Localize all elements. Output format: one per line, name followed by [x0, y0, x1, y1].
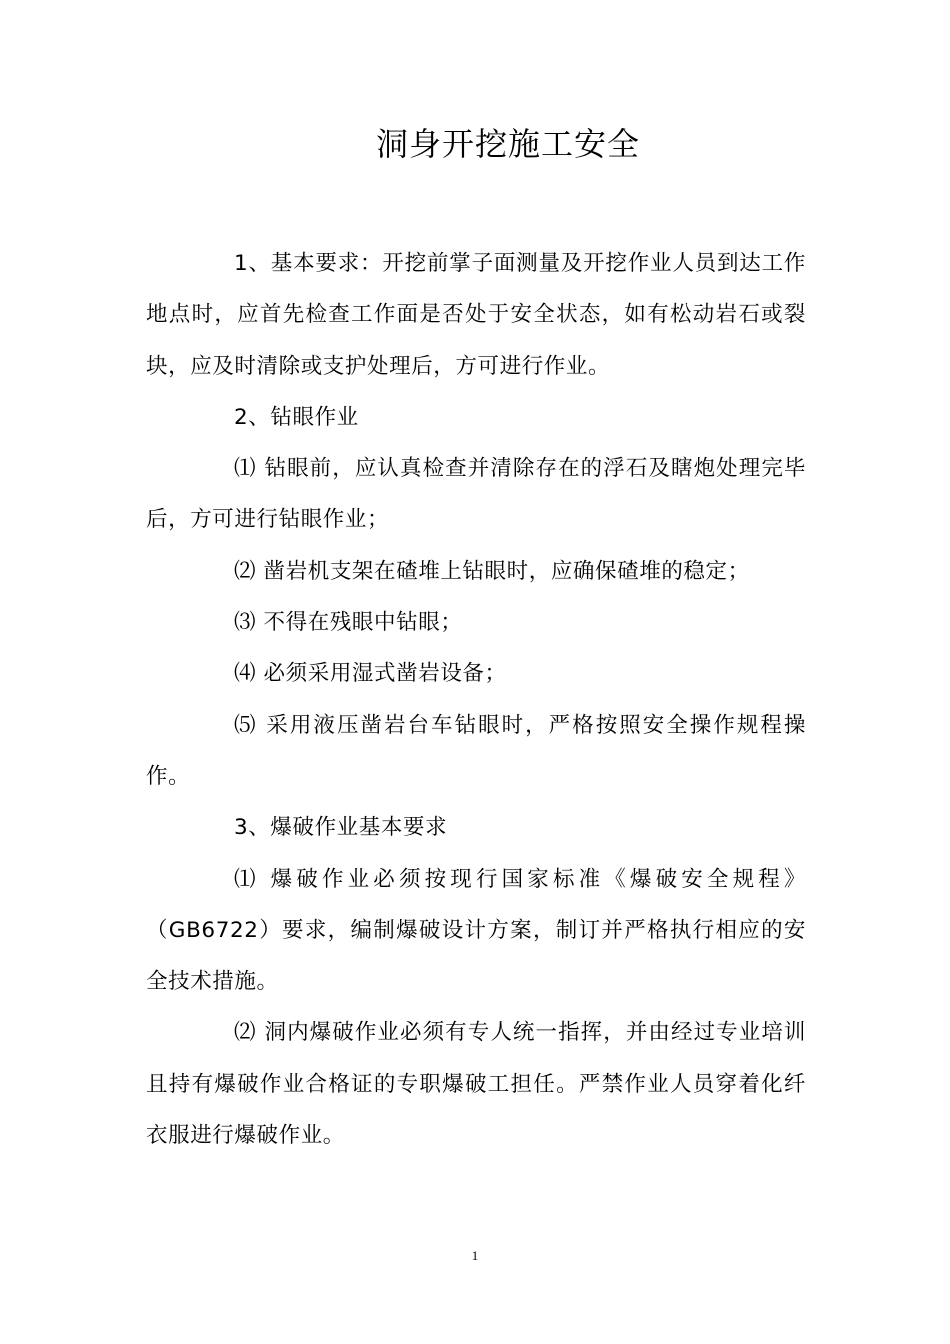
- document-title: 洞身开挖施工安全: [375, 125, 640, 163]
- paragraph-blasting-item-1: ⑴ 爆破作业必须按现行国家标准《爆破安全规程》（GB6722）要求，编制爆破设计方案，制订并严格执行相应的安全技术措施。: [146, 866, 806, 995]
- paragraph-blasting-heading: 3、爆破作业基本要求: [234, 815, 448, 841]
- paragraph-basic-requirements: 1、基本要求：开挖前掌子面测量及开挖作业人员到达工作地点时，应首先检查工作面是否处于安全状态，如有松动岩石或裂块，应及时清除或支护处理后，方可进行作业。: [146, 251, 806, 379]
- paragraph-drilling-item-4: ⑷ 必须采用湿式凿岩设备；: [234, 661, 507, 687]
- page-number: 1: [471, 1248, 479, 1263]
- paragraph-drilling-item-2: ⑵ 凿岩机支架在碴堆上钻眼时，应确保碴堆的稳定；: [234, 558, 750, 584]
- paragraph-drilling-item-3: ⑶ 不得在残眼中钻眼；: [234, 610, 463, 636]
- document-body: [146, 238, 806, 1161]
- paragraph-drilling-item-1: ⑴ 钻眼前，应认真检查并清除存在的浮石及瞎炮处理完毕后，方可进行钻眼作业；: [146, 456, 806, 533]
- paragraph-drilling-heading: 2、钻眼作业: [234, 404, 359, 430]
- paragraph-drilling-item-5: ⑸ 采用液压凿岩台车钻眼时，严格按照安全操作规程操作。: [146, 712, 806, 789]
- paragraph-blasting-item-2: ⑵ 洞内爆破作业必须有专人统一指挥，并由经过专业培训且持有爆破作业合格证的专职爆破工担任。严禁作业人员穿着化纤衣服进行爆破作业。: [146, 1020, 806, 1149]
